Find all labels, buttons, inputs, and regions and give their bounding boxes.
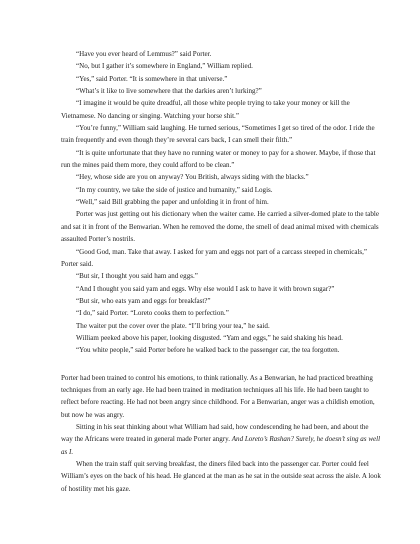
- paragraph: The waiter put the cover over the plate. “I’ll bring your tea,” he said.: [76, 321, 270, 330]
- paragraph: “Well,” said Bill grabbing the paper and unfolding it in front of him.: [76, 198, 269, 207]
- paragraph: “And I thought you said yam and eggs. Why else would I ask to have it with brown sugar?”: [76, 284, 335, 293]
- paragraph: “Good God, man. Take that away. I asked for yam and eggs not part of a carcass steeped in chemicals,” Porter said.: [61, 247, 368, 268]
- paragraph: “I do,” said Porter. “Loreto cooks them to perfection.”: [76, 309, 229, 318]
- paragraph: “It is quite unfortunate that they have no running water or money to pay for a shower. Maybe, if those that run the mines paid them more, they could afford to be clean.”: [61, 148, 376, 170]
- paragraph: “You’re funny,” William said laughing. He turned serious, “Sometimes I get so tired of the odor. I ride the train frequently and even though they’re several cars back, I can smell their filth.”: [61, 124, 375, 145]
- paragraph: “Yes,” said Porter. “It is somewhere in that universe.”: [76, 74, 228, 83]
- paragraph: “You white people,” said Porter before he walked back to the passenger car, the tea forgotten.: [76, 346, 340, 355]
- paragraph: “But sir, who eats yam and eggs for breakfast?”: [76, 296, 211, 305]
- paragraph: “In my country, we take the side of justice and humanity,” said Logis.: [76, 185, 273, 194]
- paragraph: “Hey, whose side are you on anyway? You British, always siding with the blacks.”: [76, 173, 309, 182]
- paragraph: “I imagine it would be quite dreadful, all those white people trying to take your money or kill the Vietnamese. No dancing or singing. Watching your horse shit.”: [61, 99, 350, 120]
- paragraph: “No, but I gather it’s somewhere in England,” William replied.: [76, 62, 253, 71]
- section-opening-paragraph: Porter had been trained to control his emotions, to think rationally. As a Benwarian, he had practiced breathing techniques from an early age. He had been trained in meditation techniques all his life. He had been taught to reflect before reacting. He had not been angry since childhood. For a Benwarian, anger was a childish emotion, but now he was angry.: [61, 373, 375, 419]
- paragraph: “What’s it like to live somewhere that the darkies aren’t lurking?”: [76, 87, 262, 96]
- paragraph: William peeked above his paper, looking disgusted. “Yam and eggs,” he said shaking his head.: [76, 333, 343, 342]
- italic-thought: And Loreto’s Rashan? Surely, he doesn’t sing as well as I.: [61, 435, 381, 456]
- paragraph-text: Sitting in his seat thinking about what William had said, how condescending he had been, and about the way the Africans were treated in general made Porter angry.: [61, 422, 369, 444]
- paragraph: [61, 421, 382, 458]
- paragraph: “But sir, I thought you said ham and eggs.”: [76, 272, 198, 281]
- paragraph: When the train staff quit serving breakfast, the diners filed back into the passenger car. Porter could feel William’s eyes on the back of his head. He glanced at the man as he sat in the outside seat across the aisle. A look of hostility met his gaze.: [61, 460, 381, 493]
- paragraph: Porter was just getting out his dictionary when the waiter came. He carried a silver-domed plate to the table and sat it in front of the Benwarian. When he removed the dome, the smell of dead animal mixed with chemicals assaulted Porter’s nostrils.: [61, 210, 379, 244]
- section-break: [61, 357, 382, 372]
- paragraph: “Have you ever heard of Lemmus?” said Porter.: [76, 50, 212, 58]
- page-text: [61, 48, 382, 495]
